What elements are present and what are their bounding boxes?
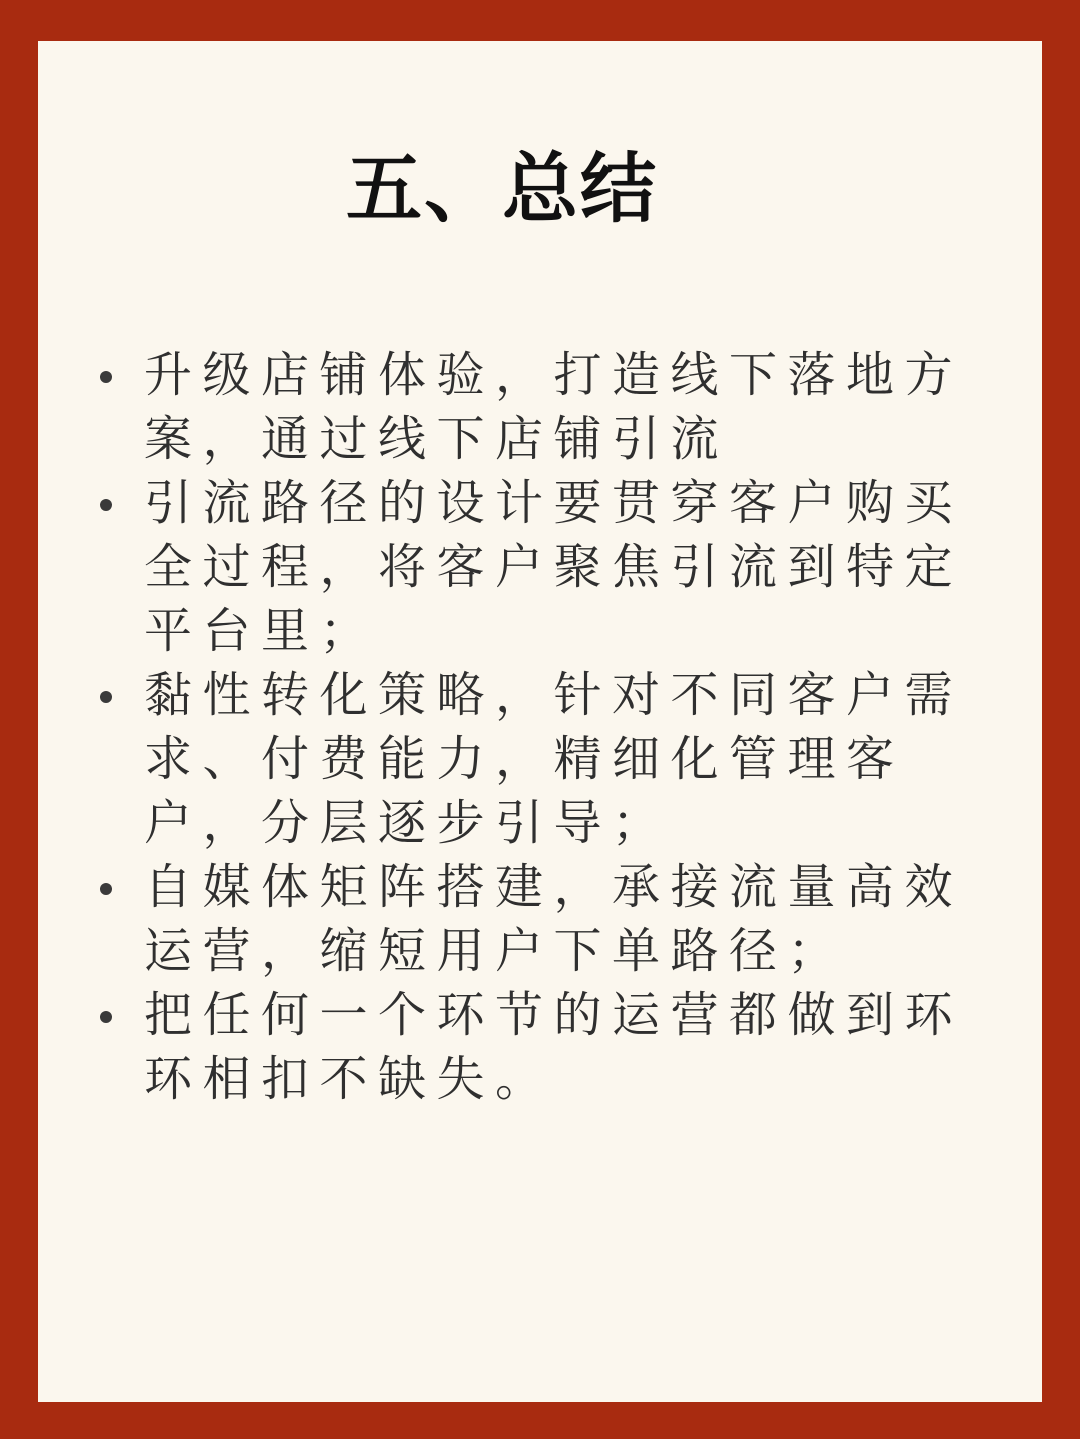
list-item-text: 升级店铺体验，打造线下落地方案，通过线下店铺引流 [144,347,964,467]
page-title: 五、总结 [346,144,658,233]
bullet-icon [100,883,112,895]
list-item [144,343,974,471]
list-item-text: 把任何一个环节的运营都做到环环相扣不缺失。 [144,987,964,1107]
list-item [144,983,974,1111]
list-item-text: 自媒体矩阵搭建，承接流量高效运营，缩短用户下单路径； [144,859,964,979]
list-item-text: 引流路径的设计要贯穿客户购买全过程，将客户聚焦引流到特定平台里； [144,475,964,659]
content-card [38,41,1042,1402]
list-item [144,663,974,855]
list-item [144,855,974,983]
summary-list [144,343,974,1111]
bullet-icon [100,1011,112,1023]
bullet-icon [100,371,112,383]
bullet-icon [100,499,112,511]
list-item [144,471,974,663]
list-item-text: 黏性转化策略，针对不同客户需求、付费能力，精细化管理客户，分层逐步引导； [144,667,964,851]
bullet-icon [100,691,112,703]
